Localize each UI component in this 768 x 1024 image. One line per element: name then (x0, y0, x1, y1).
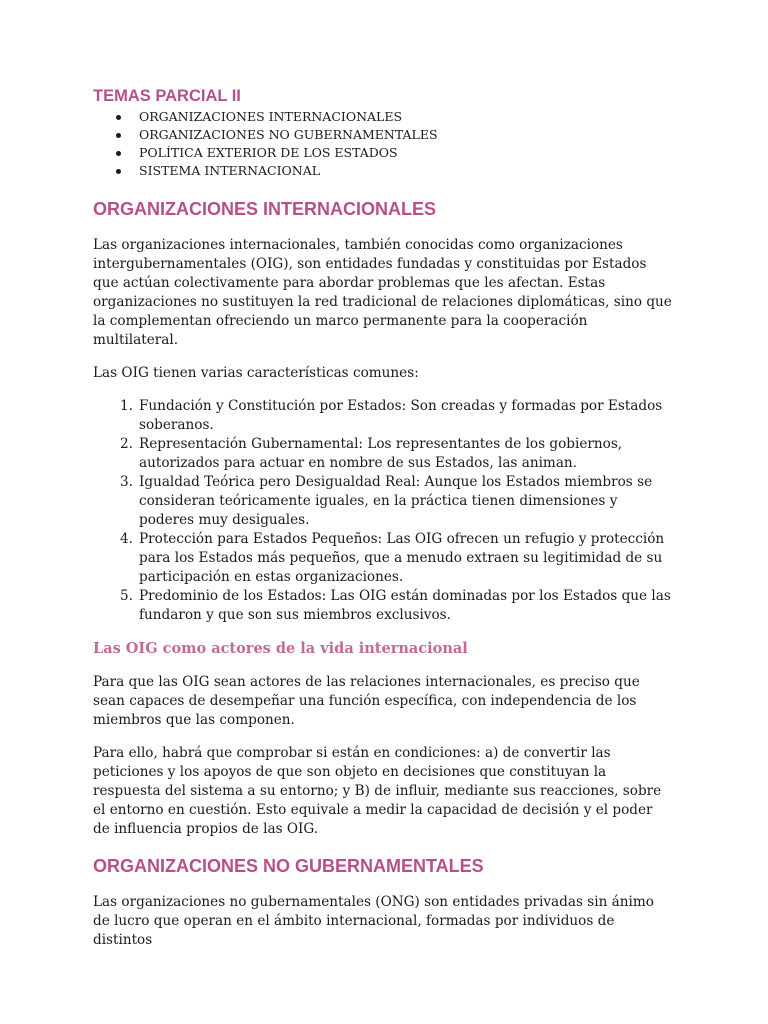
oi-subheading: Las OIG como actores de la vida internacional (93, 640, 468, 657)
list-item-text: ORGANIZACIONES NO GUBERNAMENTALES (139, 127, 438, 142)
list-item-text: Predominio de los Estados: Las OIG están dominadas por los Estados que las fundaron y que son sus miembros exclusivos. (139, 588, 671, 623)
bullet-icon (116, 133, 121, 138)
list-item (93, 530, 673, 587)
list-item (93, 397, 673, 435)
oi-characteristics-list (93, 397, 673, 625)
oi-paragraph-3: Para que las OIG sean actores de las relaciones internacionales, es preciso que sean capaces de desempeñar una función específica, con independencia de los miembros que las componen. (93, 674, 640, 728)
oi-heading: ORGANIZACIONES INTERNACIONALES (93, 199, 437, 219)
list-item (93, 435, 673, 473)
list-item-text: Representación Gubernamental: Los representantes de los gobiernos, autorizados para actuar en nombre de sus Estados, las animan. (139, 436, 623, 471)
list-item (93, 108, 673, 126)
ong-heading: ORGANIZACIONES NO GUBERNAMENTALES (93, 856, 484, 876)
bullet-icon (116, 169, 121, 174)
oi-paragraph-2: Las OIG tienen varias características comunes: (93, 365, 419, 381)
bullet-icon (116, 115, 121, 120)
list-item (93, 144, 673, 162)
list-number: 4. (120, 531, 133, 547)
document-page (93, 86, 673, 950)
list-item-text: Protección para Estados Pequeños: Las OIG ofrecen un refugio y protección para los Estados más pequeños, que a menudo extraen su legitimidad de su participación en estas organizaciones. (139, 531, 665, 585)
list-number: 2. (120, 436, 133, 452)
bullet-icon (116, 151, 121, 156)
list-item (93, 473, 673, 530)
list-number: 1. (120, 398, 133, 414)
list-item (93, 126, 673, 144)
list-item-text: SISTEMA INTERNACIONAL (139, 163, 321, 178)
list-number: 5. (120, 588, 133, 604)
temas-list (93, 108, 673, 180)
oi-paragraph-4: Para ello, habrá que comprobar si están en condiciones: a) de convertir las peticiones y los apoyos de que son objeto en decisiones que constituyan la respuesta del sistema a su entorno; y B) de influir, mediante sus reacciones, sobre el entorno en cuestión. Esto equivale a medir la capacidad de decisión y el poder de influencia propios de las OIG. (93, 745, 662, 837)
list-item (93, 162, 673, 180)
list-item-text: Fundación y Constitución por Estados: Son creadas y formadas por Estados soberanos. (139, 398, 663, 433)
ong-paragraph-1: Las organizaciones no gubernamentales (ONG) son entidades privadas sin ánimo de lucro que operan en el ámbito internacional, formadas por individuos de distintos (93, 894, 654, 948)
list-item-text: POLÍTICA EXTERIOR DE LOS ESTADOS (139, 145, 398, 160)
list-item-text: Igualdad Teórica pero Desigualdad Real: Aunque los Estados miembros se consideran teóricamente iguales, en la práctica tienen dimensiones y poderes muy desiguales. (139, 474, 653, 528)
list-item (93, 587, 673, 625)
oi-paragraph-1: Las organizaciones internacionales, también conocidas como organizaciones intergubernamentales (OIG), son entidades fundadas y constituidas por Estados que actúan colectivamente para abordar problemas que les afectan. Estas organizaciones no sustituyen la red tradicional de relaciones diplomáticas, sino que la complementan ofreciendo un marco permanente para la cooperación multilateral. (93, 237, 672, 348)
list-number: 3. (120, 474, 133, 490)
list-item-text: ORGANIZACIONES INTERNACIONALES (139, 109, 403, 124)
temas-heading: TEMAS PARCIAL II (93, 87, 241, 105)
